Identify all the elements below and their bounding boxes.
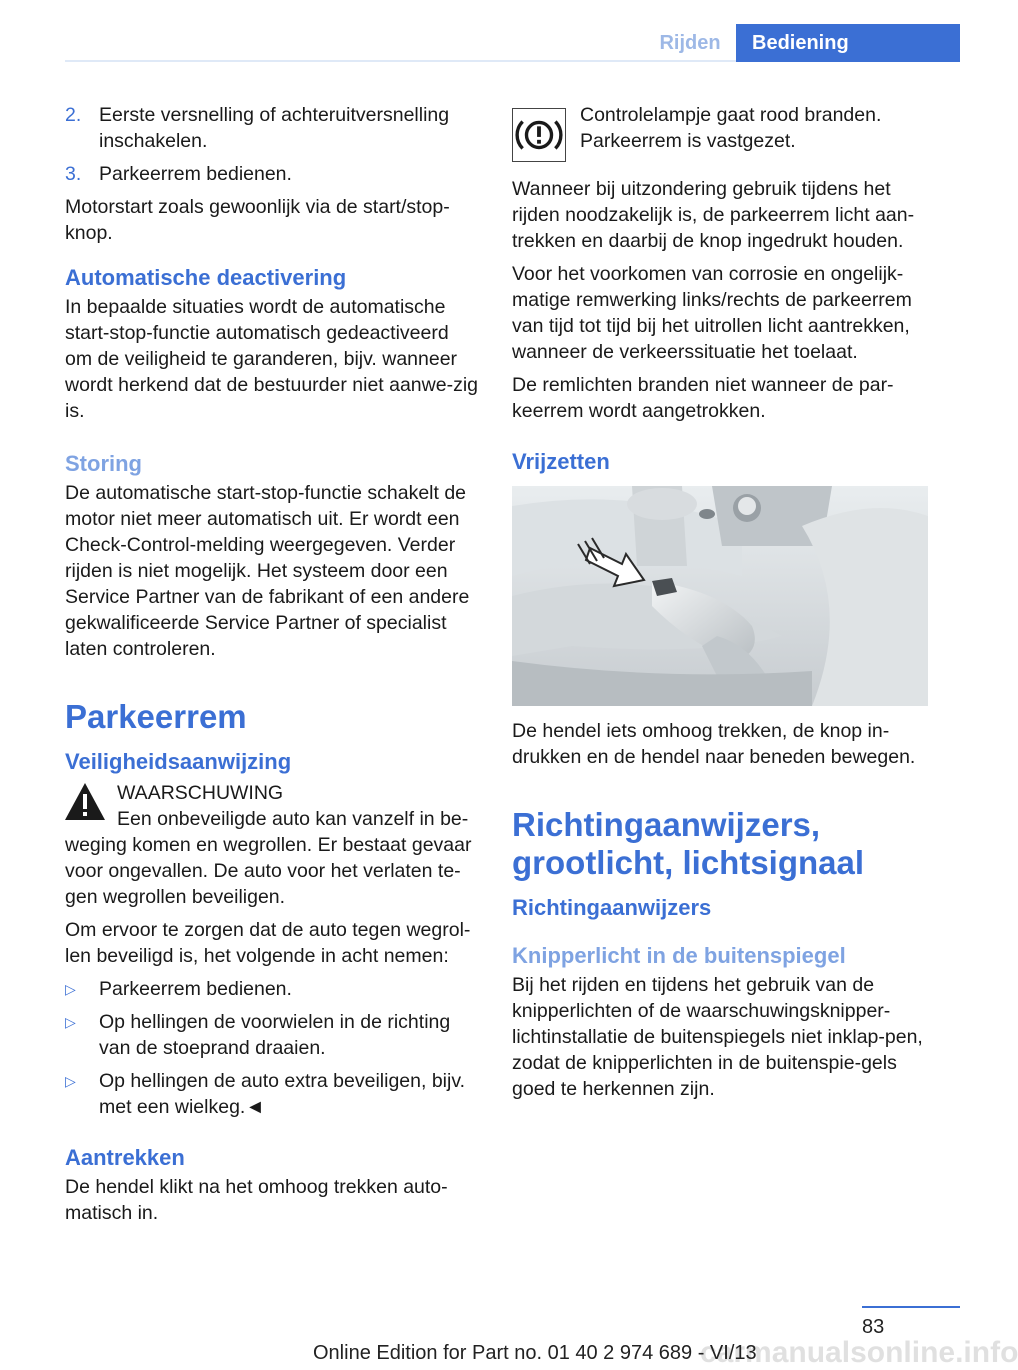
paragraph-motorstart: Motorstart zoals gewoonlijk via de start/stop-knop. [65, 196, 450, 244]
step-text: Eerste versnelling of achteruitversnelling inschakelen. [99, 104, 450, 152]
bullet-marker: ▷ [65, 1014, 76, 1030]
indicator-text: Controlelampje gaat rood branden. Parkeerrem is vastgezet. [580, 104, 882, 152]
step-text: Parkeerrem bedienen. [99, 163, 292, 185]
heading-automatische-deactivering: Automatische deactivering [65, 265, 347, 290]
heading-richtingaanwijzers-main: Richtingaanwijzers, grootlicht, lichtsignaal [512, 806, 865, 881]
paragraph-corrosie: Voor het voorkomen van corrosie en ongelijk-matige remwerking links/rechts de parkeerrem van tijd tot tijd bij het uitrollen licht aantrekken, wanneer de verkeerssituatie het toelaat. [512, 263, 912, 363]
paragraph-om-ervoor: Om ervoor te zorgen dat de auto tegen wegrol-len beveiligd is, het volgende in acht nemen: [65, 919, 471, 967]
step-item [65, 102, 480, 154]
heading-knipperlicht: Knipperlicht in de buitenspiegel [512, 943, 846, 968]
heading-parkeerrem: Parkeerrem [65, 698, 247, 735]
paragraph-hendel: De hendel iets omhoog trekken, de knop in-drukken en de hendel naar beneden bewegen. [512, 720, 916, 768]
page-number: 83 [862, 1316, 885, 1338]
warning-block [65, 780, 480, 910]
list-item [65, 976, 480, 1002]
right-column [512, 102, 928, 1109]
warning-title: WAARSCHUWING [117, 782, 284, 804]
list-item [65, 1009, 480, 1061]
warning-triangle-icon [64, 782, 106, 822]
watermark: carmanualsonline.info [700, 1336, 1018, 1369]
paragraph-aantrekken: De hendel klikt na het omhoog trekken auto-matisch in. [65, 1176, 448, 1224]
bullet-marker: ▷ [65, 981, 76, 997]
heading-aantrekken: Aantrekken [65, 1145, 185, 1170]
section-tab-bediening[interactable]: Bediening [736, 24, 960, 62]
footer-rule [862, 1306, 960, 1308]
warning-text: Een onbeveiligde auto kan vanzelf in be-weging komen en wegrollen. Er bestaat gevaar voor ongevallen. De auto voor het verlaten te-gen wegrollen beveiligen. [65, 808, 472, 908]
edition-line: Online Edition for Part no. 01 40 2 974 689 - VI/13 [313, 1342, 757, 1364]
step-item [65, 161, 480, 187]
step-number: 2. [65, 104, 82, 126]
heading-richtingaanwijzers: Richtingaanwijzers [512, 895, 712, 920]
heading-vrijzetten: Vrijzetten [512, 449, 610, 474]
step-number: 3. [65, 163, 82, 185]
paragraph-auto-deactivering: In bepaalde situaties wordt de automatische start-stop-functie automatisch gedeactiveerd om de veiligheid te garanderen, bijv. wanneer wordt herkend dat de bestuurder niet aanwe-zig is. [65, 296, 479, 422]
list-item [65, 1068, 480, 1120]
paragraph-uitzondering: Wanneer bij uitzondering gebruik tijdens het rijden noodzakelijk is, de parkeerrem licht aan-trekken en daarbij de knop ingedrukt houden. [512, 178, 915, 252]
chapter-tab-rijden[interactable]: Rijden [659, 32, 721, 54]
list-item-text: Parkeerrem bedienen. [99, 978, 292, 1000]
left-column [65, 102, 480, 1233]
paragraph-knipperlicht: Bij het rijden en tijdens het gebruik van de knipperlichten of de waarschuwingsknipper-lichtinstallatie de buitenspiegels niet inklap-pen, zodat de knipperlichten in de buitenspie-gels goed te herkennen zijn. [512, 974, 923, 1100]
handbrake-illustration [512, 486, 928, 706]
indicator-box [512, 108, 566, 162]
bullet-marker: ▷ [65, 1073, 76, 1089]
parking-brake-indicator-icon [513, 109, 565, 161]
heading-veiligheidsaanwijzing: Veiligheidsaanwijzing [65, 749, 292, 774]
indicator-row [512, 102, 928, 166]
list-item-text: Op hellingen de voorwielen in de richting van de stoeprand draaien. [99, 1011, 451, 1059]
list-item-text: Op hellingen de auto extra beveiligen, bijv. met een wielkeg.◄ [99, 1070, 466, 1118]
paragraph-storing: De automatische start-stop-functie schakelt de motor niet meer automatisch uit. Er wordt een Check-Control-melding weergegeven. Verder rijden is niet mogelijk. Het systeem door een Service Partner van de fabrikant of een andere gekwalificeerde Service Partner of specialist laten controleren. [65, 482, 470, 660]
paragraph-remlichten: De remlichten branden niet wanneer de par-keerrem wordt aangetrokken. [512, 374, 894, 422]
heading-storing: Storing [65, 451, 142, 476]
